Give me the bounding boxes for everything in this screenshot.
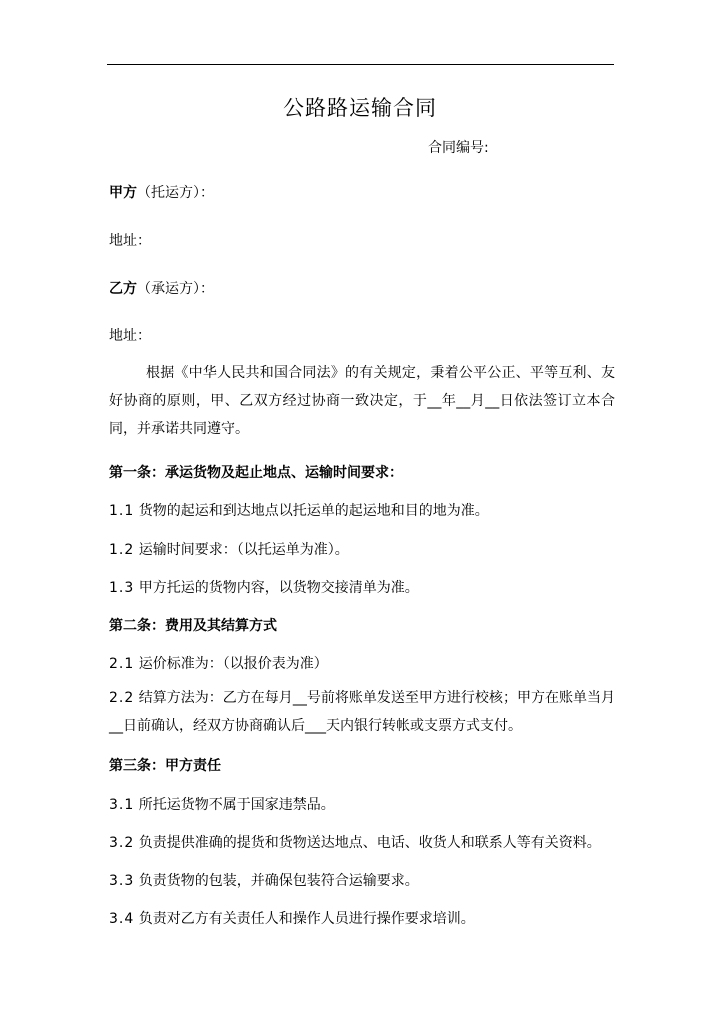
- clause-text: 负责提供准确的提货和货物送达地点、电话、收货人和联系人等有关资料。: [134, 835, 601, 851]
- clause-1-2: [109, 539, 349, 559]
- clause-2-1: [109, 653, 328, 673]
- party-b-role: （承运方）：: [137, 281, 214, 297]
- clause-text: 结算方法为：乙方在每月__号前将账单发送至甲方进行校核；甲方在账单当月__日前确认，经双方协商确认后___天内银行转帐或支票方式支付。: [109, 690, 615, 734]
- party-a-role: （托运方）：: [137, 185, 214, 201]
- clause-number: 3.3: [109, 873, 135, 889]
- clause-text: 负责对乙方有关责任人和操作人员进行操作要求培训。: [134, 911, 475, 927]
- clause-number: 3.2: [109, 835, 135, 851]
- party-a-label: 甲方: [109, 185, 137, 201]
- clause-2-2: [109, 684, 615, 740]
- article-1-title: 第一条：承运货物及起止地点、运输时间要求：: [109, 465, 403, 481]
- clause-text: 运输时间要求：（以托运单为准）。: [134, 542, 349, 558]
- clause-3-1: [109, 794, 335, 814]
- clause-number: 1.1: [109, 503, 135, 519]
- document-title: 公路路运输合同: [283, 96, 437, 120]
- party-b-line: [109, 278, 214, 298]
- clause-number: 1.3: [109, 580, 135, 596]
- clause-1-3: [109, 577, 419, 597]
- clause-number: 3.4: [109, 911, 135, 927]
- clause-text: 负责货物的包装，并确保包装符合运输要求。: [134, 873, 419, 889]
- header-rule: [107, 64, 614, 65]
- article-3-title: 第三条：甲方责任: [109, 758, 221, 774]
- clause-3-4: [109, 908, 475, 928]
- party-b-address: 地址：: [109, 328, 151, 344]
- clause-3-2: [109, 832, 601, 852]
- clause-number: 2.1: [109, 656, 135, 672]
- clause-text: 运价标准为：（以报价表为准）: [134, 656, 328, 672]
- party-a-address: 地址：: [109, 233, 151, 249]
- party-a-line: [109, 182, 214, 202]
- clause-text: 货物的起运和到达地点以托运单的起运地和目的地为准。: [134, 503, 489, 519]
- clause-1-1: [109, 500, 489, 520]
- clause-3-3: [109, 870, 419, 890]
- clause-number: 1.2: [109, 542, 135, 558]
- clause-text: 甲方托运的货物内容，以货物交接清单为准。: [134, 580, 419, 596]
- clause-number: 2.2: [109, 690, 135, 706]
- contract-number-label: 合同编号:: [428, 140, 489, 156]
- party-b-label: 乙方: [109, 281, 137, 297]
- clause-number: 3.1: [109, 797, 135, 813]
- article-2-title: 第二条：费用及其结算方式: [109, 618, 277, 634]
- clause-text: 所托运货物不属于国家违禁品。: [134, 797, 335, 813]
- intro-paragraph: 根据《中华人民共和国合同法》的有关规定，秉着公平公正、平等互利、友好协商的原则，甲、乙双方经过协商一致决定，于__年__月__日依法签订立本合同，并承诺共同遵守。: [109, 365, 615, 437]
